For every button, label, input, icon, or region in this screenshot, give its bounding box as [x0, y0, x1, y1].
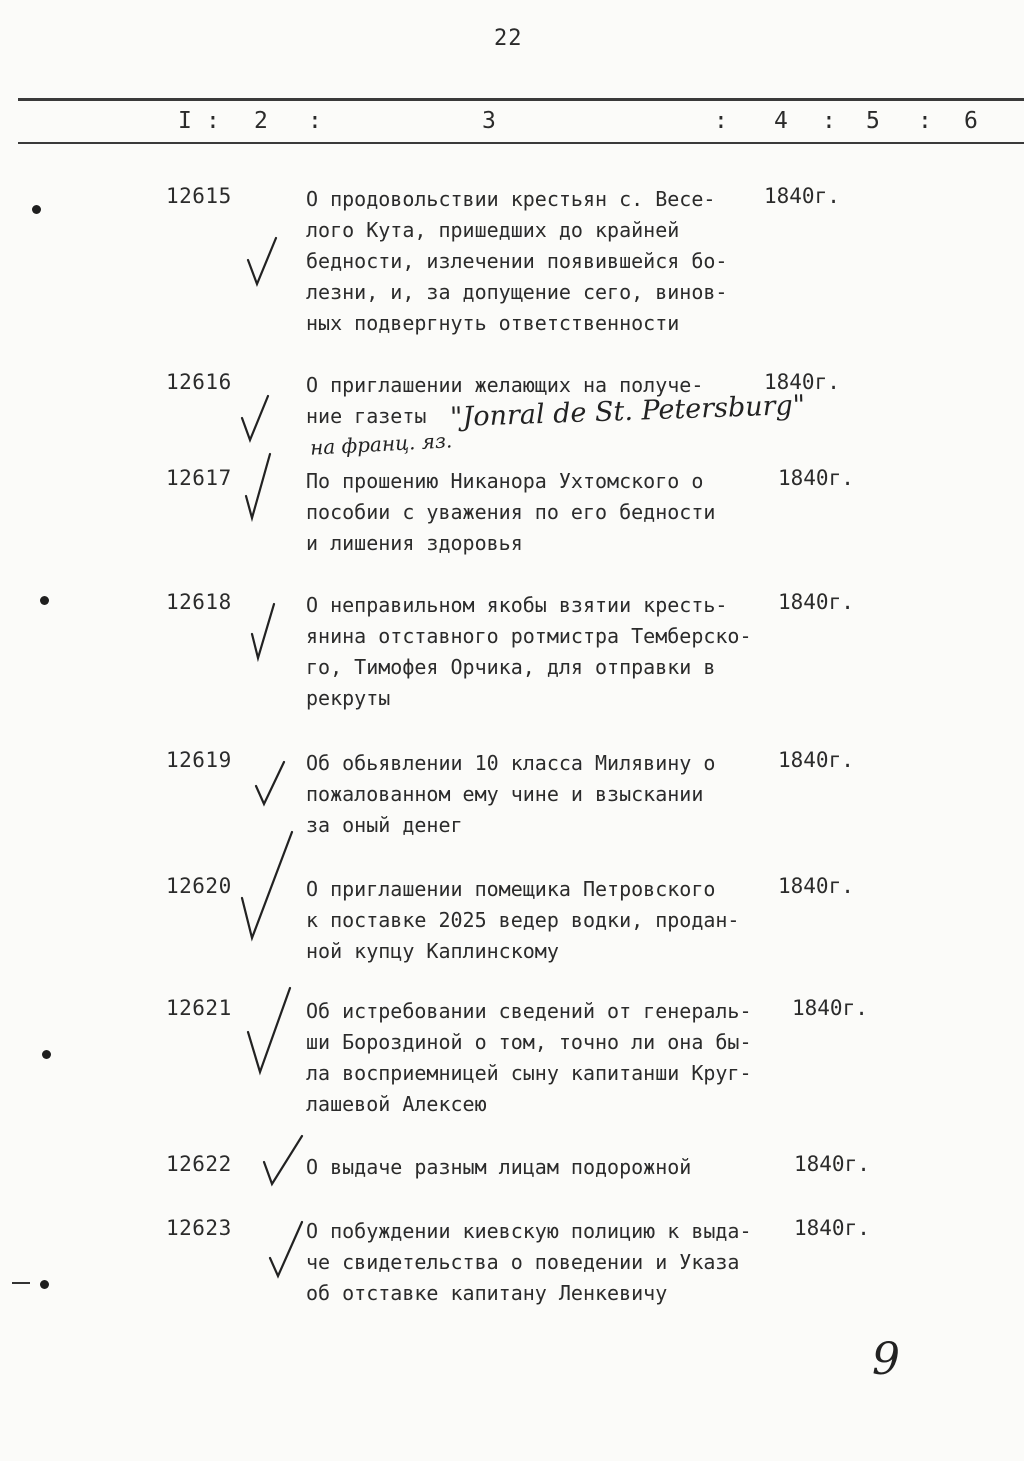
punch-hole-mark: [42, 1050, 51, 1059]
entry-year: 1840г.: [778, 748, 854, 772]
column-header-4: 4: [774, 108, 788, 134]
check-mark-icon: [238, 828, 298, 944]
punch-hole-mark: [40, 596, 49, 605]
check-mark-icon: [248, 600, 278, 662]
check-mark-icon: [252, 756, 288, 808]
column-header-1: I: [178, 108, 192, 134]
entry-number: 12623: [166, 1216, 232, 1240]
check-mark-icon: [244, 236, 280, 288]
check-mark-icon: [260, 1132, 306, 1188]
page-number: 22: [494, 26, 523, 51]
handwritten-sheet-number: 9: [872, 1334, 900, 1385]
handwritten-newspaper-title: "Jonral de St. Petersburg": [449, 389, 806, 434]
punch-hole-mark: [32, 205, 41, 214]
entry-title: По прошению Никанора Ухтомского о пособии с уважения по его бедности и лишения здоровья: [306, 469, 716, 555]
column-separator: :: [918, 108, 932, 134]
entry-title: Об обьявлении 10 класса Милявину о пожалованном ему чине и взыскании за оный денег: [306, 751, 716, 837]
check-mark-icon: [242, 450, 274, 522]
entry-number: 12616: [166, 370, 232, 394]
column-separator: :: [822, 108, 836, 134]
punch-hole-mark: [40, 1280, 49, 1289]
column-separator: :: [308, 108, 322, 134]
column-header-2: 2: [254, 108, 268, 134]
check-mark-icon: [266, 1218, 306, 1280]
entry-year: 1840г.: [794, 1152, 870, 1176]
check-mark-icon: [238, 392, 272, 444]
column-separator: :: [206, 108, 220, 134]
entry-year: 1840г.: [778, 590, 854, 614]
entry-year: 1840г.: [792, 996, 868, 1020]
entry-number: 12620: [166, 874, 232, 898]
entry-number: 12621: [166, 996, 232, 1020]
entry-year: 1840г.: [778, 874, 854, 898]
entry-title: О побуждении киевскую полицию к выда- че свидетельства о поведении и Указа об отставке капитану Ленкевичу: [306, 1219, 752, 1305]
entry-number: 12618: [166, 590, 232, 614]
column-separator: :: [714, 108, 728, 134]
column-header-3: 3: [482, 108, 496, 134]
entry-title: О выдаче разным лицам подорожной: [306, 1155, 692, 1179]
entry-number: 12619: [166, 748, 232, 772]
column-header-6: 6: [964, 108, 978, 134]
entry-number: 12615: [166, 184, 232, 208]
entry-year: 1840г.: [794, 1216, 870, 1240]
entry-number: 12617: [166, 466, 232, 490]
check-mark-icon: [244, 984, 296, 1078]
entry-title: Об истребовании сведений от генераль- ши Бороздиной о том, точно ли она бы- ла восприемницей сыну капитанши Круг- лашевой Алексею: [306, 999, 752, 1116]
header-rule-top: [18, 98, 1024, 101]
entry-year: 1840г.: [778, 466, 854, 490]
entry-title: О неправильном якобы взятии кресть- янина отставного ротмистра Темберско- го, Тимофея Орчика, для отправки в рекруты: [306, 593, 752, 710]
entry-title: О приглашении помещика Петровского к поставке 2025 ведер водки, продан- ной купцу Каплинскому: [306, 877, 740, 963]
header-rule-bottom: [18, 142, 1024, 144]
stray-dash-mark: [12, 1282, 30, 1284]
entry-title: О приглашении желающих на получе- ние газеты: [306, 373, 704, 428]
handwritten-language-note: на франц. яз.: [309, 428, 453, 460]
entry-title: О продовольствии крестьян с. Весе- лого Кута, пришедших до крайней бедности, излечении появившейся бо- лезни, и, за допущение сего, винов- ных подвергнуть ответственности: [306, 187, 728, 335]
column-header-5: 5: [866, 108, 880, 134]
entry-year: 1840г.: [764, 184, 840, 208]
entry-year: 1840г.: [764, 370, 840, 394]
entry-number: 12622: [166, 1152, 232, 1176]
